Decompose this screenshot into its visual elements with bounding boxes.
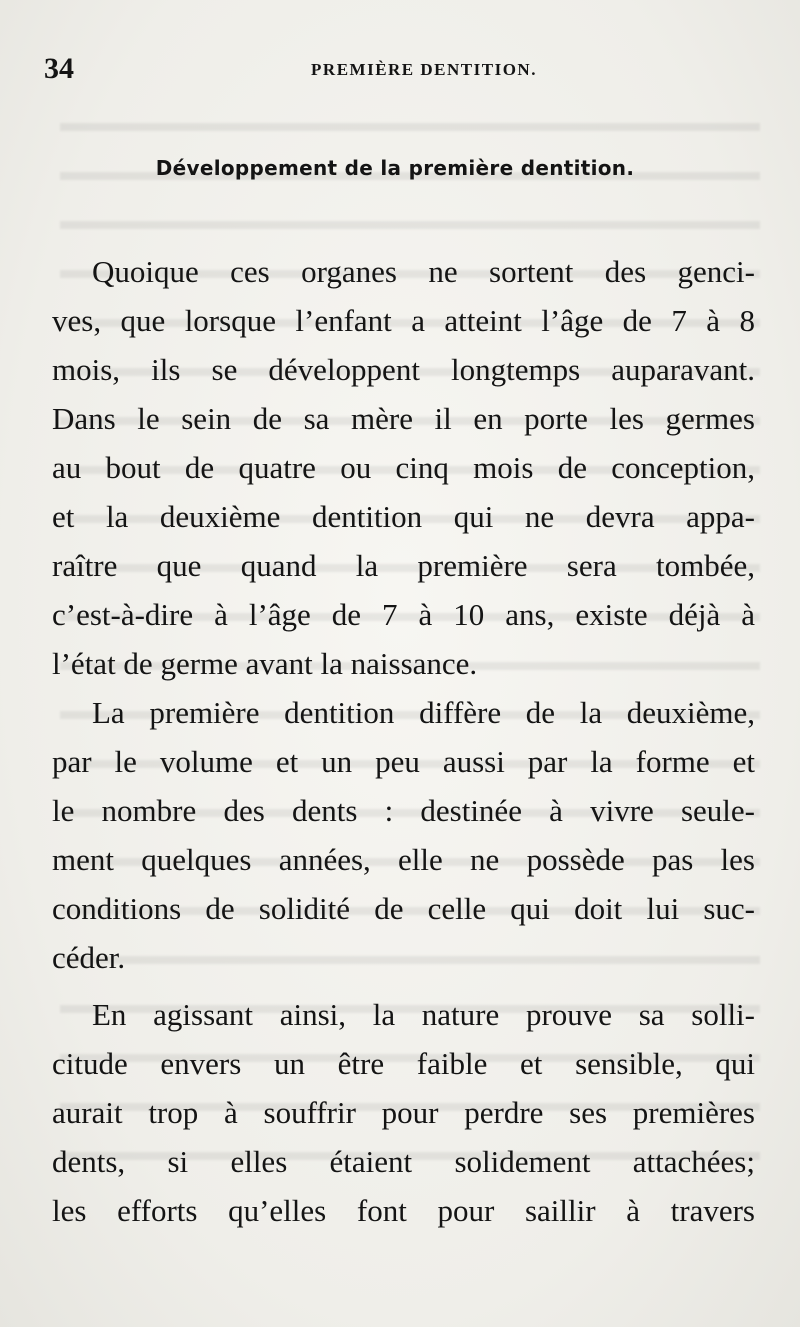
text-line: raître que quand la première sera tombée, — [52, 548, 755, 583]
text-line: mois, ils se développent longtemps auparavant. — [52, 352, 755, 387]
paragraph-1 — [52, 247, 755, 688]
text-line: les efforts qu’elles font pour saillir à travers — [52, 1193, 755, 1228]
paragraph-3 — [52, 990, 755, 1235]
text-line: Quoique ces organes ne sortent des genci- — [92, 254, 755, 289]
text-line: La première dentition diffère de la deuxième, — [92, 695, 755, 730]
text-line: ves, que lorsque l’enfant a atteint l’âge de 7 à 8 — [52, 303, 755, 338]
page-number: 34 — [44, 52, 74, 85]
text-line: et la deuxième dentition qui ne devra appa- — [52, 499, 755, 534]
text-line: conditions de solidité de celle qui doit lui suc- — [52, 891, 755, 926]
page-header — [44, 52, 756, 92]
text-line: c’est-à-dire à l’âge de 7 à 10 ans, existe déjà à — [52, 597, 755, 632]
section-title: Développement de la première dentition. — [155, 156, 635, 180]
body-text — [52, 247, 755, 1235]
text-line: le nombre des dents : destinée à vivre seule- — [52, 793, 755, 828]
text-line: citude envers un être faible et sensible, qui — [52, 1046, 755, 1081]
text-line: ment quelques années, elle ne possède pas les — [52, 842, 755, 877]
text-line: Dans le sein de sa mère il en porte les germes — [52, 401, 755, 436]
text-line: au bout de quatre ou cinq mois de conception, — [52, 450, 755, 485]
text-line: céder. — [52, 940, 126, 975]
text-line: aurait trop à souffrir pour perdre ses premières — [52, 1095, 755, 1130]
running-title: PREMIÈRE DENTITION. — [311, 60, 537, 79]
paragraph-2 — [52, 688, 755, 982]
text-line: dents, si elles étaient solidement attachées; — [52, 1144, 755, 1179]
text-line: En agissant ainsi, la nature prouve sa solli- — [92, 997, 755, 1032]
text-line: l’état de germe avant la naissance. — [52, 646, 478, 681]
text-line: par le volume et un peu aussi par la forme et — [52, 744, 755, 779]
